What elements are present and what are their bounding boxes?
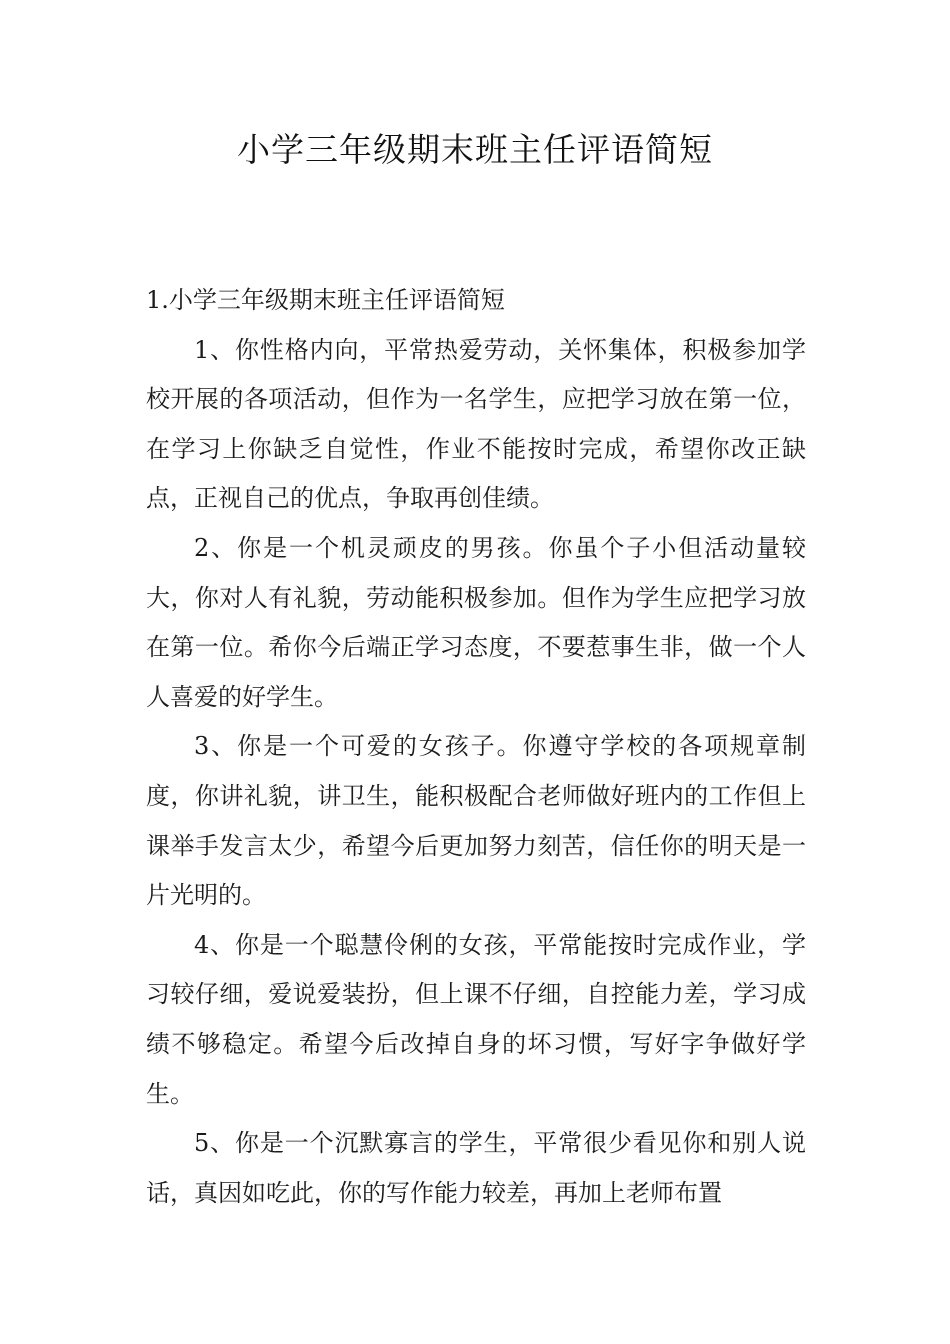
comment-paragraph-4: 4、你是一个聪慧伶俐的女孩，平常能按时完成作业，学习较仔细，爱说爱装扮，但上课不仔细，自控能力差，学习成绩不够稳定。希望今后改掉自身的坏习惯，写好字争做好学生。 xyxy=(146,930,806,1108)
section-heading: 1.小学三年级期末班主任评语简短 xyxy=(146,286,505,314)
comment-paragraph-1: 1、你性格内向，平常热爱劳动，关怀集体，积极参加学校开展的各项活动，但作为一名学生，应把学习放在第一位，在学习上你缺乏自觉性，作业不能按时完成，希望你改正缺点，正视自己的优点，争取再创佳绩。 xyxy=(146,335,806,513)
comment-paragraph-5: 5、你是一个沉默寡言的学生，平常很少看见你和别人说话，真因如吃此，你的写作能力较差，再加上老师布置 xyxy=(146,1129,806,1207)
document-title: 小学三年级期末班主任评语简短 xyxy=(237,130,713,169)
document-body xyxy=(146,276,806,1218)
comment-paragraph-3: 3、你是一个可爱的女孩子。你遵守学校的各项规章制度，你讲礼貌，讲卫生，能积极配合老师做好班内的工作但上课举手发言太少，希望今后更加努力刻苦，信任你的明天是一片光明的。 xyxy=(146,732,806,910)
comment-paragraph-2: 2、你是一个机灵顽皮的男孩。你虽个子小但活动量较大，你对人有礼貌，劳动能积极参加。但作为学生应把学习放在第一位。希你今后端正学习态度，不要惹事生非，做一个人人喜爱的好学生。 xyxy=(146,533,806,711)
